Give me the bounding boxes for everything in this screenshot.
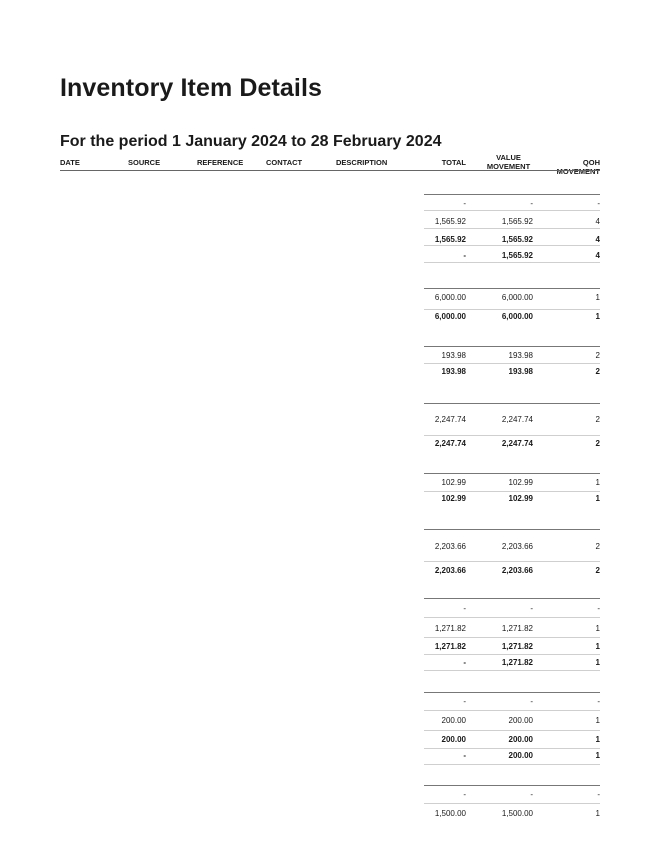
cell-qoh-movement: 4	[595, 217, 600, 226]
row-divider	[424, 491, 600, 492]
cell-total: 6,000.00	[434, 293, 466, 302]
row-divider	[424, 210, 600, 211]
cell-qoh-movement: 1	[595, 494, 600, 503]
row-divider	[424, 617, 600, 618]
row-divider	[424, 363, 600, 364]
row-divider	[424, 670, 600, 671]
cell-value-movement: 1,565.92	[501, 235, 533, 244]
table-row	[424, 790, 600, 800]
cell-total: 2,247.74	[434, 415, 466, 424]
table-row	[424, 697, 600, 707]
cell-total: -	[463, 251, 466, 260]
cell-total: 2,203.66	[434, 566, 466, 575]
cell-value-movement: 102.99	[508, 494, 533, 503]
cell-total: -	[463, 199, 466, 208]
cell-total: 2,203.66	[434, 542, 466, 551]
column-header-value-movement: VALUE MOVEMENT	[486, 153, 531, 171]
cell-qoh-movement: -	[597, 790, 600, 799]
cell-total: 2,247.74	[434, 439, 466, 448]
column-header-qoh-movement: QOH MOVEMENT	[556, 158, 600, 176]
cell-value-movement: 193.98	[508, 351, 533, 360]
cell-value-movement: 1,500.00	[501, 809, 533, 818]
row-divider	[424, 435, 600, 436]
cell-total: 102.99	[441, 478, 466, 487]
row-divider	[424, 654, 600, 655]
cell-value-movement: -	[530, 604, 533, 613]
cell-qoh-movement: 1	[595, 735, 600, 744]
cell-qoh-movement: 1	[595, 751, 600, 760]
row-divider	[424, 309, 600, 310]
cell-total: -	[463, 697, 466, 706]
row-divider	[424, 262, 600, 263]
subtotal-row	[424, 735, 600, 745]
cell-qoh-movement: 1	[595, 624, 600, 633]
cell-total: 1,565.92	[434, 235, 466, 244]
cell-total: 200.00	[441, 735, 466, 744]
report-title: Inventory Item Details	[60, 74, 323, 102]
row-divider	[424, 710, 600, 711]
cell-total: 6,000.00	[434, 312, 466, 321]
cell-value-movement: 2,203.66	[501, 566, 533, 575]
row-divider	[424, 730, 600, 731]
subtotal-row	[424, 235, 600, 245]
subtotal-row	[424, 251, 600, 261]
cell-value-movement: 1,271.82	[501, 658, 533, 667]
cell-total: 193.98	[441, 351, 466, 360]
table-row	[424, 293, 600, 303]
table-row	[424, 809, 600, 819]
subtotal-row	[424, 494, 600, 504]
cell-qoh-movement: 1	[595, 716, 600, 725]
table-row	[424, 542, 600, 552]
cell-total: 1,271.82	[434, 624, 466, 633]
cell-value-movement: 2,247.74	[501, 415, 533, 424]
cell-qoh-movement: 2	[595, 542, 600, 551]
cell-total: 1,565.92	[434, 217, 466, 226]
table-row	[424, 199, 600, 209]
cell-qoh-movement: 2	[595, 367, 600, 376]
cell-total: 1,500.00	[434, 809, 466, 818]
table-row	[424, 604, 600, 614]
column-header-source: SOURCE	[128, 158, 161, 167]
cell-total: -	[463, 604, 466, 613]
cell-qoh-movement: 2	[595, 415, 600, 424]
row-divider	[424, 561, 600, 562]
cell-total: 1,271.82	[434, 642, 466, 651]
cell-value-movement: 6,000.00	[501, 312, 533, 321]
cell-qoh-movement: 1	[595, 809, 600, 818]
subtotal-row	[424, 751, 600, 761]
cell-value-movement: 1,271.82	[501, 642, 533, 651]
subtotal-row	[424, 642, 600, 652]
column-header-description: DESCRIPTION	[336, 158, 388, 167]
cell-qoh-movement: 1	[595, 312, 600, 321]
table-row	[424, 624, 600, 634]
section-divider	[424, 785, 600, 786]
subtotal-row	[424, 439, 600, 449]
cell-total: -	[463, 658, 466, 667]
report-period: For the period 1 January 2024 to 28 February 2024	[60, 133, 442, 150]
row-divider	[424, 803, 600, 804]
subtotal-row	[424, 658, 600, 668]
section-divider	[424, 529, 600, 530]
cell-value-movement: 6,000.00	[501, 293, 533, 302]
column-header-date: DATE	[60, 158, 80, 167]
cell-total: 102.99	[441, 494, 466, 503]
subtotal-row	[424, 367, 600, 377]
table-row	[424, 478, 600, 488]
section-divider	[424, 692, 600, 693]
cell-value-movement: 102.99	[508, 478, 533, 487]
cell-qoh-movement: -	[597, 697, 600, 706]
cell-total: 193.98	[441, 367, 466, 376]
cell-value-movement: 193.98	[508, 367, 533, 376]
section-divider	[424, 473, 600, 474]
cell-value-movement: 200.00	[508, 751, 533, 760]
cell-value-movement: 1,271.82	[501, 624, 533, 633]
cell-qoh-movement: 1	[595, 658, 600, 667]
row-divider	[424, 245, 600, 246]
cell-qoh-movement: -	[597, 199, 600, 208]
section-divider	[424, 194, 600, 195]
cell-total: 200.00	[441, 716, 466, 725]
section-divider	[424, 346, 600, 347]
cell-total: -	[463, 751, 466, 760]
cell-qoh-movement: -	[597, 604, 600, 613]
subtotal-row	[424, 566, 600, 576]
cell-value-movement: 1,565.92	[501, 217, 533, 226]
cell-qoh-movement: 1	[595, 293, 600, 302]
cell-value-movement: 2,247.74	[501, 439, 533, 448]
cell-qoh-movement: 2	[595, 439, 600, 448]
cell-qoh-movement: 4	[595, 235, 600, 244]
subtotal-row	[424, 312, 600, 322]
column-header-reference: REFERENCE	[197, 158, 244, 167]
section-divider	[424, 403, 600, 404]
cell-qoh-movement: 1	[595, 478, 600, 487]
cell-value-movement: 200.00	[508, 735, 533, 744]
report-table-body	[424, 0, 600, 847]
table-row	[424, 415, 600, 425]
cell-value-movement: 200.00	[508, 716, 533, 725]
cell-value-movement: 1,565.92	[501, 251, 533, 260]
cell-value-movement: -	[530, 199, 533, 208]
row-divider	[424, 228, 600, 229]
cell-value-movement: -	[530, 697, 533, 706]
cell-total: -	[463, 790, 466, 799]
cell-qoh-movement: 2	[595, 566, 600, 575]
section-divider	[424, 288, 600, 289]
cell-value-movement: 2,203.66	[501, 542, 533, 551]
row-divider	[424, 764, 600, 765]
row-divider	[424, 748, 600, 749]
row-divider	[424, 637, 600, 638]
cell-qoh-movement: 2	[595, 351, 600, 360]
column-header-total: TOTAL	[441, 158, 466, 167]
table-row	[424, 716, 600, 726]
cell-qoh-movement: 1	[595, 642, 600, 651]
cell-value-movement: -	[530, 790, 533, 799]
table-row	[424, 217, 600, 227]
section-divider	[424, 598, 600, 599]
column-header-contact: CONTACT	[266, 158, 303, 167]
cell-qoh-movement: 4	[595, 251, 600, 260]
table-row	[424, 351, 600, 361]
